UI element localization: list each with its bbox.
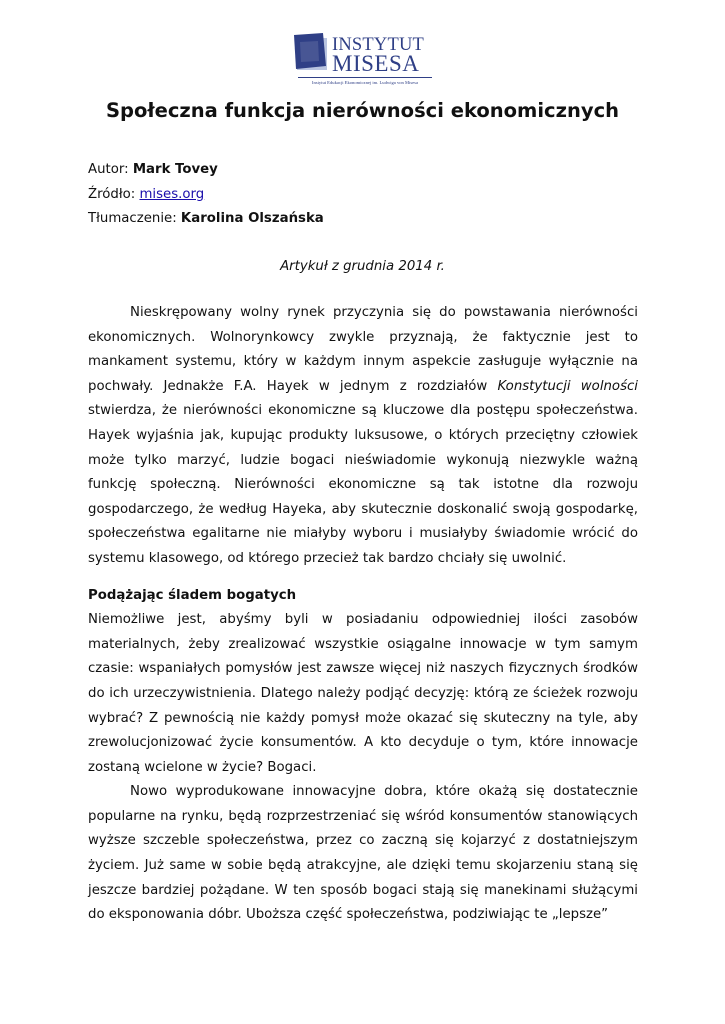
author-label: Autor: [88,162,133,177]
logo-divider [298,77,432,78]
author-line [88,158,324,183]
paragraph-1-after: stwierdza, że nierówności ekonomiczne są kluczowe dla postępu społeczeństwa. Hayek wyjaśnia jak, kupując produkty luksusowe, o których przeciętny człowiek może tylko marzyć, ludzie bogaci nieświadomie wykonują niezwykle ważną funkcję społeczną. Nierówności ekonomiczne są tak istotne dla rozwoju gospodarczego, że według Hayeka, aby skutecznie doskonalić swoją gospodarkę, społeczeństwa egalitarne nie miałyby wyboru i musiałyby świadomie wrócić do systemu klasowego, od którego przecież tak bardzo chciały się uwolnić. [88,403,638,566]
source-line [88,183,324,208]
source-label: Źródło: [88,186,140,202]
book-title-emphasis: Konstytucji wolności [497,378,639,394]
logo-word-instytut: INSTYTUT [332,35,425,55]
paragraph-2: Niemożliwe jest, abyśmy byli w posiadaniu odpowiedniej ilości zasobów materialnych, żeby zrealizować wszystkie osiągalne innowacje w tym samym czasie: wspaniałych pomysłów jest zawsze więcej niż naszych fizycznych środków do ich urzeczywistnienia. Dlatego należy podjąć decyzję: którą ze ścieżek rozwoju wybrać? Z pewnością nie każdy pomysł może okazać się skuteczny na tyle, aby zrewolucjonizować życie konsumentów. A kto decyduje o tym, które innowacje zostaną wcielone w życie? Bogaci. [88,612,638,775]
source-link[interactable]: mises.org [139,186,205,202]
paragraph-1 [88,301,638,572]
article-body [88,301,638,928]
logo-mark-icon [292,33,330,73]
translator-name: Karolina Olszańska [180,211,324,226]
logo-word-misesa: MISESA [332,51,420,76]
article-meta [88,158,324,232]
logo-tagline: Instytut Edukacji Ekonomicznej im. Ludwiga von Misesa [311,80,419,85]
paragraph-3: Nowo wyprodukowane innowacyjne dobra, które okażą się dostatecznie popularne na rynku, będą rozprzestrzeniać się wśród konsumentów stanowiących wyższe szczeble społeczeństwa, przez co zaczną się kojarzyć z dostatniejszym życiem. Już same w sobie będą atrakcyjne, ale dzięki temu skojarzeniu staną się jeszcze bardziej pożądane. W ten sposób bogaci stają się manekinami służącymi do eksponowania dóbr. Uboższa część społeczeństwa, podziwiając te „lepsze” [88,784,638,923]
translation-label: Tłumaczenie: [88,211,181,226]
article-date: Artykuł z grudnia 2014 r. [280,259,445,274]
author-name: Mark Tovey [132,162,218,177]
translation-line [88,207,324,232]
article-title: Społeczna funkcja nierówności ekonomicznych [105,99,620,122]
institute-logo [292,33,434,89]
section-heading: Podążając śladem bogatych [88,587,297,603]
paragraph-1-before: Nieskrępowany wolny rynek przyczynia się do powstawania nierówności ekonomicznych. Wolnorynkowcy zwykle przyznają, że faktycznie jest to mankament systemu, który w każdym innym aspekcie zasługuje wyłącznie na pochwały. Jednakże F.A. Hayek w jednym z rozdziałów [88,305,638,394]
